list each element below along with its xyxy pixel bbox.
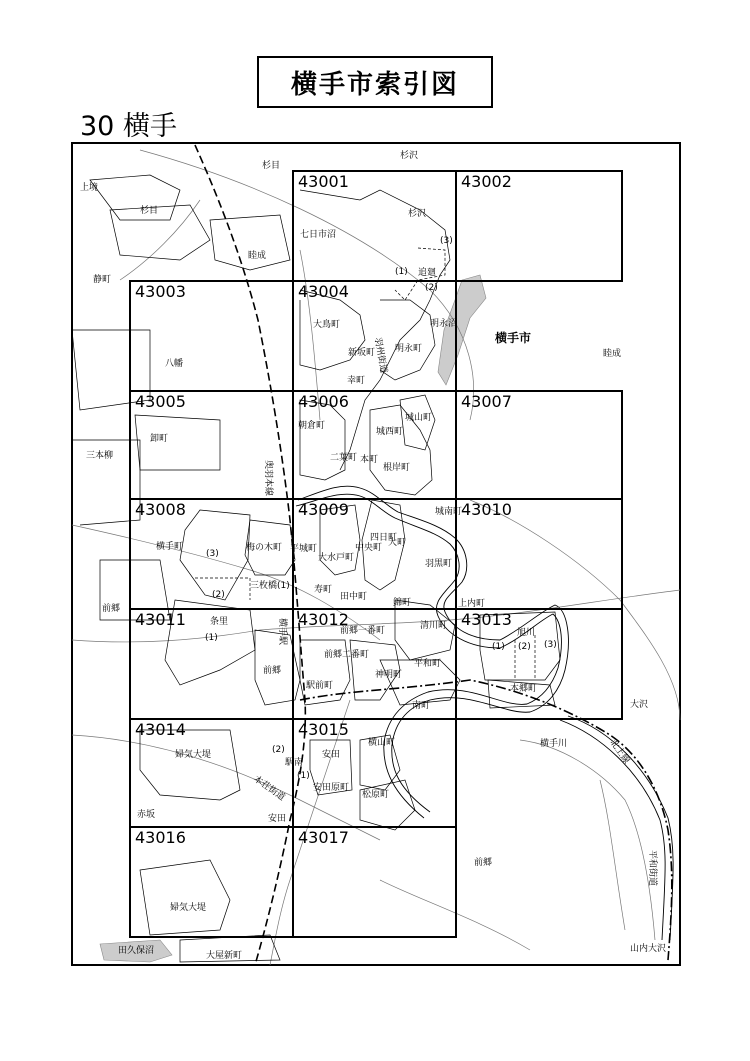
place-name: (3) (440, 236, 453, 246)
cell-label: 43009 (298, 500, 349, 519)
place-name: 本町 (360, 455, 379, 465)
place-name: 三本柳 (86, 451, 114, 461)
place-name: 八幡 (165, 359, 184, 369)
place-name: 杉目 (140, 206, 159, 216)
place-name: 大屋新町 (206, 951, 243, 961)
place-name: (3) (544, 640, 557, 650)
place-name: 安田 (322, 750, 341, 760)
place-name: 安田 (268, 814, 287, 824)
place-name: 上境 (80, 183, 99, 193)
place-name: 平和町 (414, 659, 442, 669)
place-name: 四日町 (370, 533, 398, 543)
place-name: 南町 (412, 701, 431, 711)
place-name: 婦気大堤 (170, 903, 207, 913)
cell-label: 43011 (135, 610, 186, 629)
place-name: 城山町 (405, 413, 433, 423)
place-name: 杉沢 (408, 209, 427, 219)
place-name: 静町 (93, 275, 112, 285)
cell-label: 43010 (461, 500, 512, 519)
place-name: 七日市沼 (300, 230, 337, 240)
cell-label: 43005 (135, 392, 186, 411)
cell-label: 43002 (461, 172, 512, 191)
place-name: 前郷二番町 (324, 650, 370, 660)
place-name: 婦気大堤 (175, 750, 212, 760)
cell-label: 43007 (461, 392, 512, 411)
place-name: 安田原町 (313, 783, 350, 793)
place-name: 朝倉町 (298, 421, 326, 431)
place-name: 条里 (210, 617, 229, 627)
place-name: (2) (272, 745, 285, 755)
place-name: 寿町 (314, 585, 333, 595)
place-name: 大水戸町 (318, 553, 355, 563)
city-label: 横手市 (495, 331, 532, 345)
index-grid (130, 171, 622, 937)
place-name: 城南町 (435, 507, 463, 517)
cell-label: 43001 (298, 172, 349, 191)
place-name: 梅の木町 (246, 543, 283, 553)
place-name: 大鳥町 (313, 320, 341, 330)
place-name: 旭川 (517, 628, 536, 638)
cell-label: 43004 (298, 282, 349, 301)
place-name: 松原町 (362, 790, 390, 800)
cell-label: 43017 (298, 828, 349, 847)
place-name: 杉沢 (400, 151, 419, 161)
cell-label: 43014 (135, 720, 186, 739)
place-name: 新坂町 (348, 348, 376, 358)
place-name: 田久保沼 (118, 946, 155, 956)
place-name: 田中町 (340, 592, 368, 602)
page-title: 横手市索引図 (257, 56, 493, 108)
place-name: 前郷 (474, 858, 493, 868)
place-name: 本荘街道 (251, 774, 287, 804)
place-name: 根岸町 (383, 463, 411, 473)
place-name: (2) (212, 590, 225, 600)
place-name: 奥羽本線 (263, 460, 273, 497)
place-name: 睦成 (603, 349, 622, 359)
place-name: 大沢 (630, 700, 649, 710)
place-name: 前郷一番町 (340, 626, 386, 636)
cell-label: 43016 (135, 828, 186, 847)
cell-label: 43012 (298, 610, 349, 629)
place-name: 中央町 (355, 543, 383, 553)
place-name: 明永沼 (430, 319, 458, 329)
place-name: 清川町 (420, 621, 448, 631)
cell-label: 43013 (461, 610, 512, 629)
place-name: 横手町 (156, 542, 184, 552)
place-name: 北上線 (607, 737, 632, 766)
place-name: 神明町 (375, 670, 403, 680)
place-name: 幸町 (347, 376, 366, 386)
cell-label: 43015 (298, 720, 349, 739)
place-name: 羽州街道 (372, 336, 389, 374)
area-label: 30 横手 (80, 111, 177, 142)
place-name: 明永町 (395, 344, 423, 354)
place-name: 三枚橋(1) (250, 581, 290, 591)
place-name: (2) (425, 283, 438, 293)
place-name: 山内大沢 (630, 944, 667, 954)
place-name: (1) (205, 633, 218, 643)
place-name: 平城町 (290, 544, 318, 554)
place-name: 上内町 (458, 599, 486, 609)
place-name: 二葉町 (330, 453, 358, 463)
place-name: 杉目 (262, 161, 281, 171)
place-name: 横手駅 (277, 618, 287, 646)
place-name: 大町 (388, 538, 407, 548)
place-name: 平和街道 (647, 850, 657, 887)
place-name: 赤坂 (137, 810, 156, 820)
place-name: 睦成 (248, 251, 267, 261)
place-name: (1) (297, 771, 310, 781)
place-name: 追廻 (418, 268, 437, 278)
place-name: 駅南 (285, 758, 304, 768)
pond-myoei (438, 275, 486, 385)
place-name: 横手川 (540, 739, 568, 749)
place-name: 前郷 (102, 604, 121, 614)
place-name: 城西町 (376, 427, 404, 437)
place-name: (2) (518, 642, 531, 652)
place-name: 駅前町 (306, 681, 334, 691)
cell-label: 43008 (135, 500, 186, 519)
place-name: (1) (492, 642, 505, 652)
place-name: 本郷町 (510, 684, 538, 694)
place-name: 前郷 (263, 666, 282, 676)
place-name: (3) (206, 549, 219, 559)
place-name: 横山町 (368, 738, 396, 748)
cell-label: 43003 (135, 282, 186, 301)
place-name: 錦町 (393, 598, 412, 608)
place-name: (1) (395, 267, 408, 277)
place-name: 卸町 (150, 434, 169, 444)
cell-label: 43006 (298, 392, 349, 411)
place-name: 羽黒町 (425, 559, 453, 569)
